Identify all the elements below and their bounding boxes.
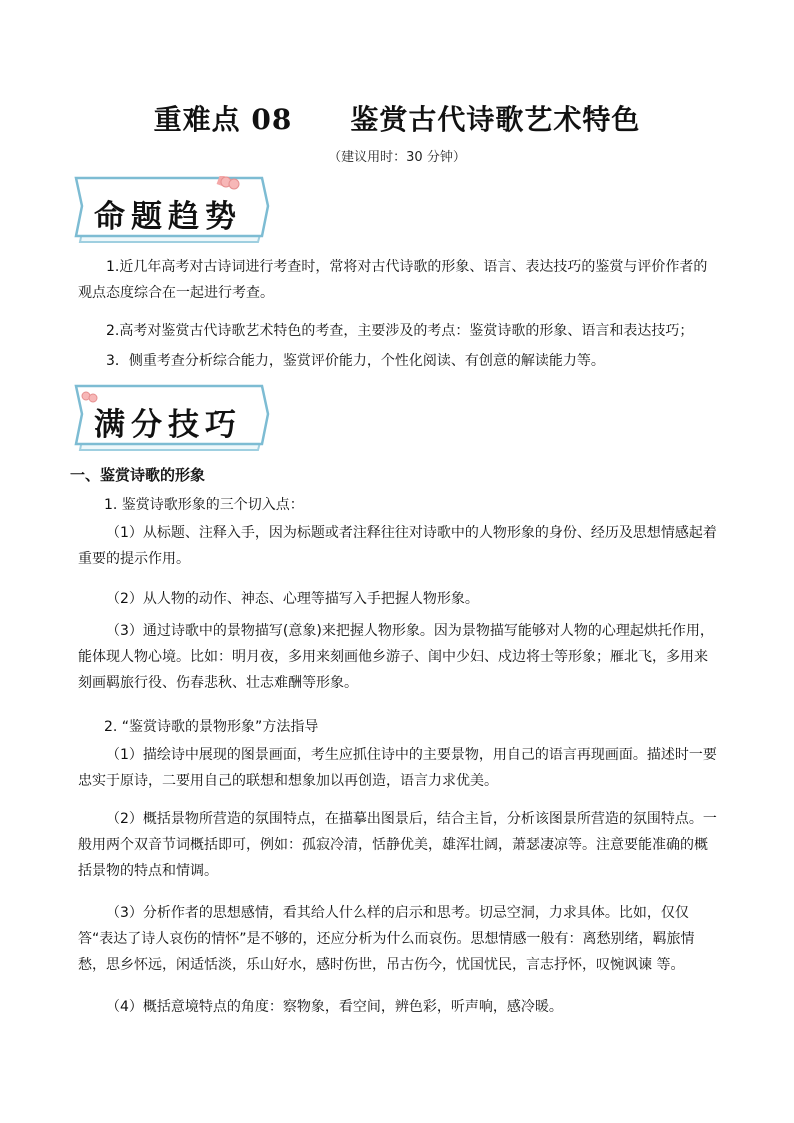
- paragraph-1: （1）从标题、注释入手，因为标题或者注释往往对诗歌中的人物形象的身份、经历及思想情感起着重要的提示作用。: [78, 525, 717, 567]
- title-right: 鉴赏古代诗歌艺术特色: [350, 103, 641, 136]
- list-item-2: 2. “鉴赏诗歌的景物形象”方法指导: [104, 719, 319, 735]
- paragraph-5: （2）概括景物所营造的氛围特点，在描摹出图景后，结合主旨，分析该图景所营造的氛围特点。一般用两个双音节词概括即可，例如：孤寂冷清，恬静优美，雄浑壮阔，萧瑟凄凉等。注意要能准确的概括景物的特点和情调。: [78, 811, 717, 879]
- trend-1: 1.近几年高考对古诗词进行考查时，常将对古代诗歌的形象、语言、表达技巧的鉴赏与评价作者的观点态度综合在一起进行考查。: [78, 259, 708, 301]
- banner-trend-label: 命题趋势: [94, 199, 242, 235]
- banner-trend: [72, 176, 272, 248]
- trend-3: 3．侧重考查分析综合能力，鉴赏评价能力，个性化阅读、有创意的解读能力等。: [106, 353, 605, 369]
- section-heading: 一、鉴赏诗歌的形象: [70, 466, 206, 484]
- list-item-1: 1. 鉴赏诗歌形象的三个切入点：: [104, 497, 304, 513]
- trend-2: 2.高考对鉴赏古代诗歌艺术特色的考查，主要涉及的考点：鉴赏诗歌的形象、语言和表达技巧；: [106, 323, 694, 339]
- title-left: 重难点 08: [153, 103, 293, 136]
- banner-skills: [72, 384, 272, 456]
- banner-skills-label: 满分技巧: [94, 407, 242, 443]
- paragraph-2: （2）从人物的动作、神态、心理等描写入手把握人物形象。: [106, 591, 479, 607]
- paragraph-4: （1）描绘诗中展现的图景画面，考生应抓住诗中的主要景物，用自己的语言再现画面。描述时一要忠实于原诗，二要用自己的联想和想象加以再创造，语言力求优美。: [78, 747, 717, 789]
- paragraph-7: （4）概括意境特点的角度：察物象，看空间，辨色彩，听声响，感冷暖。: [106, 999, 563, 1015]
- paragraph-6: （3）分析作者的思想感情，看其给人什么样的启示和思考。切忌空洞，力求具体。比如，仅仅答“表达了诗人哀伤的情怀”是不够的，还应分析为什么而哀伤。思想情感一般有：离愁别绪，羁旅情愁，思乡怀远，闲适恬淡，乐山好水，感时伤世，吊古伤今，忧国忧民，言志抒怀，叹惋讽谏 等。: [78, 905, 695, 973]
- paragraph-3: （3）通过诗歌中的景物描写(意象)来把握人物形象。因为景物描写能够对人物的心理起烘托作用，能体现人物心境。比如：明月夜，多用来刻画他乡游子、闺中少妇、戍边将士等形象；雁北飞，多用来刻画羁旅行役、伤春悲秋、壮志难酬等形象。: [78, 623, 714, 691]
- suggested-time: （建议用时：30 分钟）: [328, 150, 466, 165]
- page-title: [0, 98, 794, 138]
